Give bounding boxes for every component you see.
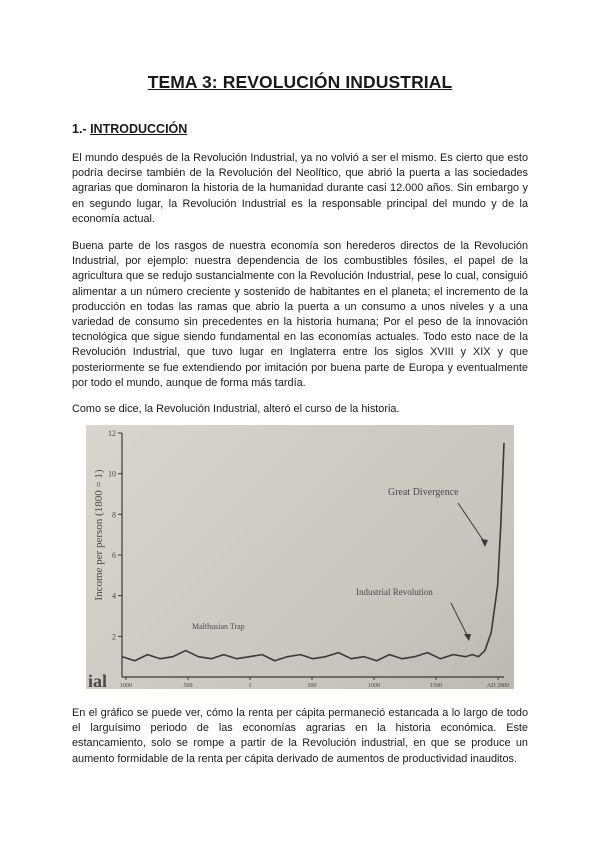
data-point <box>300 654 301 655</box>
data-point <box>223 654 224 655</box>
x-tick-label: AD 2000 <box>486 683 510 689</box>
data-point <box>134 660 135 661</box>
data-point <box>236 658 237 659</box>
data-point <box>363 656 364 657</box>
data-point <box>465 656 466 657</box>
paragraph-intro: El mundo después de la Revolución Industrial, ya no volvió a ser el mismo. Es cierto que esto podría decirse también de la Revolución del Neolítico, que abrió la puerta a las sociedades agrarias que dominaron la historia de la humanidad durante casi 12.000 años. Sin embargo y en segundo lugar, la Revolución Industrial es la responsable principal del mundo y de la economía actual. <box>72 152 528 225</box>
data-point <box>274 660 275 661</box>
y-tick-label: 12 <box>108 429 116 438</box>
paragraph-features: Buena parte de los rasgos de nuestra economía son herederos directos de la Revolución Industrial, por ejemplo: nuestra dependencia de los combustibles fósiles, el papel de la agricultura que se redujo sustancialmente con la Revolución Industrial, pese lo cual, consiguió alimentar a un número creciente y sostenido de habitantes en el planeta; el incremento de la producción en todas las ramas que abrio la puerta a un consumo a unos niveles y a una variedad de consumo sin precedentes en la historia humana; Por el peso de la innovación tecnológica que sigue siendo fundamental en las economías actuales. Todo esto nace de la Revolución Industrial, que tuvo lugar en Inglaterra entre los siglos XVIII y XIX y que posteriormente se fue extendiendo por imitación por buena parte de Europa y eventualmente por todo el mundo, aunque de forma más tardía. <box>72 240 528 389</box>
annotation-great-divergence: Great Divergence <box>388 487 459 498</box>
x-tick-label: 1000 <box>368 683 380 689</box>
annotation-arrowhead <box>481 539 488 547</box>
y-tick-label: 2 <box>112 632 116 642</box>
data-point <box>325 656 326 657</box>
data-point <box>376 660 377 661</box>
y-axis-label: Income per person (1800 = 1) <box>93 469 105 601</box>
y-tick-label: 10 <box>108 469 116 479</box>
data-point <box>497 585 498 586</box>
y-tick-label: 4 <box>112 591 116 601</box>
data-point <box>261 654 262 655</box>
data-point <box>427 652 428 653</box>
paragraph-chart-explanation: En el gráfico se puede ver, cómo la renta per cápita permaneció estancada a lo largo de todo el larguísimo periodo de las economías agrarias en la historia económica. Este estancamiento, solo se rompe a partir de la Revolución industrial, en que se produce un aumento formidable de la renta per cápita derivado de aumentos de productividad inauditos. <box>72 707 528 765</box>
paragraph-history: Como se dice, la Revolución Industrial, alteró el curso de la historia. <box>72 403 400 415</box>
data-point <box>147 654 148 655</box>
y-tick-label: 6 <box>112 551 116 560</box>
data-point <box>414 656 415 657</box>
data-point <box>472 654 473 655</box>
data-point <box>351 658 352 659</box>
data-point <box>484 650 485 651</box>
data-point <box>249 656 250 657</box>
data-point <box>402 658 403 659</box>
x-tick-label: 500 <box>307 683 317 689</box>
section-number: 1.- <box>72 122 87 136</box>
annotation-arrow <box>451 603 468 637</box>
data-point <box>478 656 479 657</box>
income-chart <box>86 425 514 689</box>
data-point <box>185 650 186 651</box>
data-point <box>500 524 501 525</box>
cropped-label: ial <box>88 671 108 689</box>
page-title: TEMA 3: REVOLUCIÓN INDUSTRIAL <box>147 72 453 92</box>
income-line <box>122 443 504 661</box>
annotation-arrowhead <box>464 634 471 641</box>
annotation-industrial-revolution: Industrial Revolution <box>356 587 433 597</box>
income-chart-photo <box>86 425 514 689</box>
x-tick-label: 1 <box>248 683 252 689</box>
data-point <box>440 658 441 659</box>
data-point <box>312 658 313 659</box>
data-point <box>211 658 212 659</box>
annotation-malthusian-trap: Malthusian Trap <box>192 622 245 631</box>
x-tick-label: 500 <box>183 683 193 689</box>
annotation-arrow <box>458 503 485 543</box>
data-point <box>503 443 504 444</box>
section-heading <box>72 122 187 136</box>
data-point <box>198 656 199 657</box>
section-title: INTRODUCCIÓN <box>90 122 188 136</box>
data-point <box>160 658 161 659</box>
x-tick-label: 1000 <box>120 683 132 689</box>
data-point <box>338 652 339 653</box>
data-point <box>452 654 453 655</box>
data-point <box>389 654 390 655</box>
data-point <box>491 632 492 633</box>
data-point <box>121 656 122 657</box>
data-point <box>172 656 173 657</box>
data-point <box>287 656 288 657</box>
x-tick-label: 1500 <box>430 683 442 689</box>
y-tick-label: 8 <box>112 510 116 520</box>
